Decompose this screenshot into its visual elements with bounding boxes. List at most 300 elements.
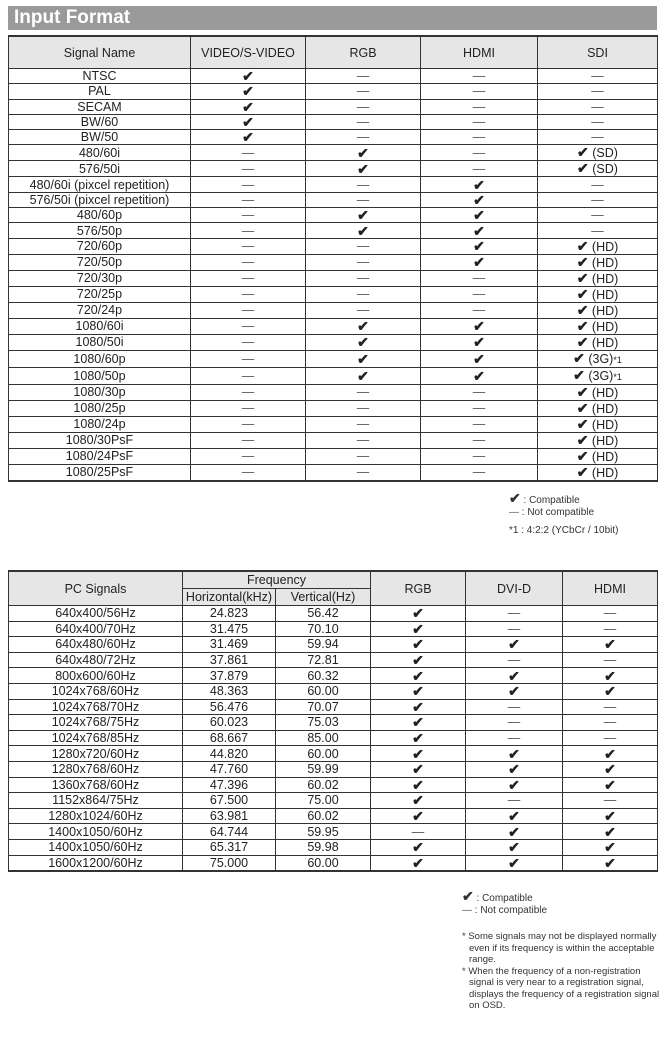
table-cell: ✔ <box>306 145 421 161</box>
table-row <box>9 637 658 653</box>
table-cell: — <box>563 606 658 622</box>
section-title: Input Format <box>8 6 657 30</box>
table-cell: — <box>421 302 538 318</box>
table-cell: ✔ <box>421 238 538 254</box>
signal-name-cell: 1152x864/75Hz <box>9 793 183 809</box>
table-cell: — <box>191 334 306 350</box>
table-cell: — <box>306 400 421 416</box>
header-horizontal: Horizontal(kHz) <box>183 589 276 606</box>
signal-name-cell: 800x600/60Hz <box>9 668 183 684</box>
table-cell: ✔ <box>421 223 538 238</box>
table-cell: — <box>421 448 538 464</box>
signal-name-cell: 1080/24p <box>9 416 191 432</box>
table-row <box>9 746 658 762</box>
table-cell: ✔ <box>421 177 538 192</box>
table-cell: — <box>191 161 306 177</box>
table-cell: — <box>538 114 658 129</box>
table-cell: ✔ <box>563 839 658 855</box>
signal-name-cell: 640x480/60Hz <box>9 637 183 653</box>
table-cell: 48.363 <box>183 683 276 699</box>
table-cell: — <box>191 318 306 334</box>
table-cell: 31.475 <box>183 621 276 637</box>
table-cell: ✔ <box>306 208 421 223</box>
table-cell: ✔ <box>466 824 563 840</box>
table-cell: — <box>306 114 421 129</box>
table-cell: ✔ <box>371 683 466 699</box>
table-row <box>9 334 658 350</box>
signal-name-cell: BW/60 <box>9 114 191 129</box>
table-cell: — <box>466 652 563 668</box>
signal-name-cell: 720/25p <box>9 286 191 302</box>
table-cell: 70.07 <box>276 699 371 715</box>
table-cell: ✔ <box>371 730 466 746</box>
table-cell: — <box>306 464 421 481</box>
table-row <box>9 730 658 746</box>
table-cell: ✔ (HD) <box>538 448 658 464</box>
table-row <box>9 84 658 99</box>
table-row <box>9 114 658 129</box>
input-table-body <box>9 69 658 481</box>
table-cell: — <box>191 448 306 464</box>
table-cell: — <box>191 270 306 286</box>
table-cell: ✔ <box>421 318 538 334</box>
table-cell: ✔ (3G)*1 <box>538 350 658 367</box>
table-cell: — <box>306 270 421 286</box>
table-cell: 60.32 <box>276 668 371 684</box>
table-cell: — <box>538 99 658 114</box>
header-sdi: SDI <box>538 36 658 69</box>
table-cell: — <box>421 286 538 302</box>
table-cell: — <box>306 384 421 400</box>
table-cell: 37.879 <box>183 668 276 684</box>
table-cell: ✔ <box>191 114 306 129</box>
table-row <box>9 400 658 416</box>
header-rgb: RGB <box>371 571 466 606</box>
table-cell: ✔ <box>466 746 563 762</box>
table-row <box>9 270 658 286</box>
table-row <box>9 192 658 207</box>
table-row <box>9 286 658 302</box>
table-cell: 63.981 <box>183 808 276 824</box>
signal-name-cell: 1080/25p <box>9 400 191 416</box>
table-cell: — <box>191 238 306 254</box>
table-cell: — <box>421 69 538 84</box>
signal-name-cell: 1080/24PsF <box>9 448 191 464</box>
signal-name-cell: 1080/60i <box>9 318 191 334</box>
table-cell: — <box>466 730 563 746</box>
table-cell: — <box>538 177 658 192</box>
pc-table-header-row-1 <box>9 571 658 589</box>
signal-name-cell: 1400x1050/60Hz <box>9 824 183 840</box>
signal-name-cell: 1080/30p <box>9 384 191 400</box>
table-cell: ✔ (HD) <box>538 416 658 432</box>
signal-name-cell: 480/60p <box>9 208 191 223</box>
table-cell: 60.02 <box>276 777 371 793</box>
dash-icon: — <box>462 905 472 916</box>
legend-pc <box>462 890 547 917</box>
table-cell: 59.95 <box>276 824 371 840</box>
table-cell: ✔ <box>563 761 658 777</box>
signal-name-cell: 1024x768/75Hz <box>9 715 183 731</box>
signal-name-cell: NTSC <box>9 69 191 84</box>
table-cell: ✔ <box>371 606 466 622</box>
table-cell: ✔ <box>371 637 466 653</box>
table-cell: — <box>191 192 306 207</box>
table-cell: ✔ <box>371 668 466 684</box>
table-row <box>9 318 658 334</box>
table-cell: — <box>306 192 421 207</box>
table-row <box>9 606 658 622</box>
signal-name-cell: 1080/25PsF <box>9 464 191 481</box>
table-cell: ✔ <box>191 99 306 114</box>
signal-name-cell: 1400x1050/60Hz <box>9 839 183 855</box>
table-cell: ✔ <box>306 223 421 238</box>
table-cell: — <box>538 192 658 207</box>
table-row <box>9 69 658 84</box>
table-cell: — <box>306 432 421 448</box>
table-cell: 56.42 <box>276 606 371 622</box>
table-cell: — <box>421 270 538 286</box>
header-vertical: Vertical(Hz) <box>276 589 371 606</box>
table-cell: 31.469 <box>183 637 276 653</box>
table-cell: — <box>538 69 658 84</box>
table-cell: ✔ <box>563 637 658 653</box>
input-format-table <box>8 35 658 482</box>
table-cell: — <box>191 302 306 318</box>
table-cell: ✔ <box>306 350 421 367</box>
table-row <box>9 715 658 731</box>
check-icon: ✔ <box>462 888 474 904</box>
table-cell: 44.820 <box>183 746 276 762</box>
check-icon: ✔ <box>509 490 521 506</box>
table-row <box>9 683 658 699</box>
table-cell: ✔ <box>563 855 658 871</box>
table-row <box>9 177 658 192</box>
table-cell: ✔ <box>563 808 658 824</box>
table-cell: — <box>191 367 306 384</box>
table-cell: ✔ <box>191 84 306 99</box>
table-cell: 24.823 <box>183 606 276 622</box>
table-cell: ✔ <box>306 367 421 384</box>
table-cell: ✔ <box>421 350 538 367</box>
table-cell: — <box>306 416 421 432</box>
table-cell: ✔ (HD) <box>538 302 658 318</box>
table-cell: — <box>191 223 306 238</box>
table-cell: ✔ <box>371 855 466 871</box>
table-row <box>9 384 658 400</box>
table-cell: — <box>538 208 658 223</box>
table-cell: ✔ <box>563 668 658 684</box>
table-cell: — <box>306 254 421 270</box>
table-cell: — <box>191 432 306 448</box>
table-cell: — <box>191 208 306 223</box>
table-row <box>9 652 658 668</box>
table-cell: 68.667 <box>183 730 276 746</box>
note-2: * When the frequency of a non-registration signal is very near to a registration signal, displays the frequency of a registration signal on OSD. <box>462 965 660 1011</box>
table-cell: 75.000 <box>183 855 276 871</box>
table-cell: — <box>466 621 563 637</box>
table-cell: 47.396 <box>183 777 276 793</box>
table-cell: — <box>466 606 563 622</box>
table-cell: ✔ <box>421 334 538 350</box>
table-cell: — <box>306 177 421 192</box>
table-cell: ✔ (3G)*1 <box>538 367 658 384</box>
table-cell: — <box>466 793 563 809</box>
table-cell: ✔ (HD) <box>538 286 658 302</box>
table-cell: 47.760 <box>183 761 276 777</box>
signal-name-cell: 640x480/72Hz <box>9 652 183 668</box>
signal-name-cell: 1080/60p <box>9 350 191 367</box>
table-cell: ✔ <box>466 855 563 871</box>
table-cell: ✔ <box>466 761 563 777</box>
table-cell: — <box>191 286 306 302</box>
table-row <box>9 777 658 793</box>
table-cell: ✔ <box>371 652 466 668</box>
table-cell: ✔ <box>563 746 658 762</box>
table-cell: ✔ <box>563 777 658 793</box>
table-cell: ✔ <box>421 192 538 207</box>
legend-compatible: : Compatible <box>476 893 533 904</box>
table-row <box>9 350 658 367</box>
table-cell: 72.81 <box>276 652 371 668</box>
table-cell: ✔ <box>466 808 563 824</box>
table-row <box>9 416 658 432</box>
table-cell: ✔ (HD) <box>538 400 658 416</box>
table-cell: — <box>563 793 658 809</box>
header-rgb: RGB <box>306 36 421 69</box>
table-cell: 64.744 <box>183 824 276 840</box>
table-cell: — <box>421 384 538 400</box>
table-cell: ✔ <box>191 69 306 84</box>
signal-name-cell: 1024x768/85Hz <box>9 730 183 746</box>
table-cell: 70.10 <box>276 621 371 637</box>
table-cell: ✔ <box>563 683 658 699</box>
table-row <box>9 793 658 809</box>
table-cell: ✔ (HD) <box>538 238 658 254</box>
legend-compatible: : Compatible <box>523 495 580 506</box>
table-cell: ✔ <box>466 668 563 684</box>
table-cell: ✔ (HD) <box>538 432 658 448</box>
signal-name-cell: 1080/50i <box>9 334 191 350</box>
table-row <box>9 238 658 254</box>
table-cell: ✔ <box>371 621 466 637</box>
table-cell: ✔ <box>371 761 466 777</box>
table-row <box>9 254 658 270</box>
table-cell: — <box>421 145 538 161</box>
signal-name-cell: 480/60i (pixcel repetition) <box>9 177 191 192</box>
table-cell: — <box>306 84 421 99</box>
table-row <box>9 99 658 114</box>
table-cell: — <box>191 464 306 481</box>
table-cell: ✔ (HD) <box>538 334 658 350</box>
header-pc-signals: PC Signals <box>9 571 183 606</box>
table-cell: — <box>191 254 306 270</box>
signal-name-cell: 1280x768/60Hz <box>9 761 183 777</box>
table-cell: ✔ <box>371 746 466 762</box>
pc-signals-table <box>8 570 658 872</box>
table-row <box>9 208 658 223</box>
table-cell: ✔ <box>371 808 466 824</box>
table-cell: 37.861 <box>183 652 276 668</box>
table-cell: ✔ (HD) <box>538 318 658 334</box>
table-cell: 65.317 <box>183 839 276 855</box>
legend-not-compatible: : Not compatible <box>521 507 595 518</box>
table-cell: — <box>191 177 306 192</box>
signal-name-cell: 640x400/70Hz <box>9 621 183 637</box>
table-cell: — <box>421 432 538 448</box>
table-cell: — <box>421 84 538 99</box>
table-cell: 60.00 <box>276 855 371 871</box>
note-1: * Some signals may not be displayed normally even if its frequency is within the acceptable range. <box>462 931 657 965</box>
table-cell: — <box>421 130 538 145</box>
signal-name-cell: 1024x768/70Hz <box>9 699 183 715</box>
signal-name-cell: 1600x1200/60Hz <box>9 855 183 871</box>
signal-name-cell: 1080/50p <box>9 367 191 384</box>
legend-input <box>509 492 619 537</box>
pc-table-body <box>9 606 658 872</box>
table-cell: ✔ <box>306 318 421 334</box>
header-frequency: Frequency <box>183 571 371 589</box>
table-cell: — <box>306 286 421 302</box>
signal-name-cell: 640x400/56Hz <box>9 606 183 622</box>
table-cell: — <box>538 223 658 238</box>
table-cell: ✔ <box>191 130 306 145</box>
table-cell: ✔ <box>466 683 563 699</box>
table-row <box>9 302 658 318</box>
table-cell: ✔ (HD) <box>538 254 658 270</box>
table-cell: ✔ <box>306 161 421 177</box>
table-cell: — <box>191 350 306 367</box>
table-row <box>9 432 658 448</box>
pc-notes <box>462 931 662 1012</box>
table-cell: ✔ (SD) <box>538 161 658 177</box>
table-row <box>9 621 658 637</box>
table-cell: 75.00 <box>276 793 371 809</box>
table-cell: ✔ <box>371 777 466 793</box>
table-row <box>9 464 658 481</box>
table-cell: ✔ <box>466 839 563 855</box>
table-cell: — <box>191 416 306 432</box>
table-cell: ✔ <box>563 824 658 840</box>
table-cell: — <box>306 69 421 84</box>
table-cell: 60.00 <box>276 683 371 699</box>
table-row <box>9 367 658 384</box>
signal-name-cell: 576/50i <box>9 161 191 177</box>
table-row <box>9 161 658 177</box>
table-cell: 60.02 <box>276 808 371 824</box>
table-cell: — <box>306 238 421 254</box>
table-cell: ✔ <box>371 793 466 809</box>
table-cell: ✔ <box>371 839 466 855</box>
table-row <box>9 761 658 777</box>
table-cell: ✔ (HD) <box>538 464 658 481</box>
table-cell: — <box>421 416 538 432</box>
table-cell: 75.03 <box>276 715 371 731</box>
signal-name-cell: 1280x720/60Hz <box>9 746 183 762</box>
table-cell: ✔ <box>371 715 466 731</box>
table-cell: ✔ <box>466 777 563 793</box>
table-cell: 59.98 <box>276 839 371 855</box>
table-cell: — <box>306 448 421 464</box>
table-cell: — <box>421 114 538 129</box>
table-row <box>9 145 658 161</box>
header-dvid: DVI-D <box>466 571 563 606</box>
header-hdmi: HDMI <box>421 36 538 69</box>
table-cell: ✔ <box>371 699 466 715</box>
header-video: VIDEO/S-VIDEO <box>191 36 306 69</box>
table-cell: — <box>538 84 658 99</box>
table-row <box>9 448 658 464</box>
table-cell: ✔ (SD) <box>538 145 658 161</box>
signal-name-cell: 720/50p <box>9 254 191 270</box>
header-signal-name: Signal Name <box>9 36 191 69</box>
signal-name-cell: BW/50 <box>9 130 191 145</box>
table-cell: — <box>563 715 658 731</box>
table-cell: ✔ <box>421 367 538 384</box>
table-cell: — <box>421 464 538 481</box>
table-cell: — <box>563 652 658 668</box>
table-row <box>9 130 658 145</box>
table-cell: — <box>563 730 658 746</box>
table-row <box>9 824 658 840</box>
table-cell: — <box>538 130 658 145</box>
signal-name-cell: 1280x1024/60Hz <box>9 808 183 824</box>
table-row <box>9 699 658 715</box>
table-cell: — <box>306 99 421 114</box>
signal-name-cell: PAL <box>9 84 191 99</box>
header-hdmi: HDMI <box>563 571 658 606</box>
signal-name-cell: SECAM <box>9 99 191 114</box>
table-cell: — <box>191 145 306 161</box>
signal-name-cell: 576/50i (pixcel repetition) <box>9 192 191 207</box>
table-row <box>9 839 658 855</box>
table-cell: — <box>421 400 538 416</box>
table-row <box>9 855 658 871</box>
table-cell: 60.00 <box>276 746 371 762</box>
input-table-header <box>9 36 658 69</box>
table-cell: — <box>563 699 658 715</box>
signal-name-cell: 576/50p <box>9 223 191 238</box>
signal-name-cell: 480/60i <box>9 145 191 161</box>
table-row <box>9 223 658 238</box>
table-cell: — <box>421 161 538 177</box>
table-cell: — <box>466 715 563 731</box>
table-cell: — <box>563 621 658 637</box>
table-cell: 59.94 <box>276 637 371 653</box>
table-cell: ✔ (HD) <box>538 384 658 400</box>
signal-name-cell: 720/24p <box>9 302 191 318</box>
dash-icon: — <box>509 507 519 518</box>
table-cell: 67.500 <box>183 793 276 809</box>
table-cell: 56.476 <box>183 699 276 715</box>
signal-name-cell: 1024x768/60Hz <box>9 683 183 699</box>
table-cell: 60.023 <box>183 715 276 731</box>
table-cell: — <box>191 384 306 400</box>
table-cell: — <box>371 824 466 840</box>
legend-not-compatible: : Not compatible <box>474 905 548 916</box>
table-cell: 59.99 <box>276 761 371 777</box>
table-cell: ✔ <box>466 637 563 653</box>
signal-name-cell: 720/60p <box>9 238 191 254</box>
table-row <box>9 808 658 824</box>
footnote-1: *1 : 4:2:2 (YCbCr / 10bit) <box>509 525 619 536</box>
table-cell: ✔ <box>421 254 538 270</box>
table-cell: — <box>306 130 421 145</box>
signal-name-cell: 1360x768/60Hz <box>9 777 183 793</box>
table-cell: — <box>421 99 538 114</box>
table-cell: — <box>466 699 563 715</box>
table-cell: ✔ (HD) <box>538 270 658 286</box>
